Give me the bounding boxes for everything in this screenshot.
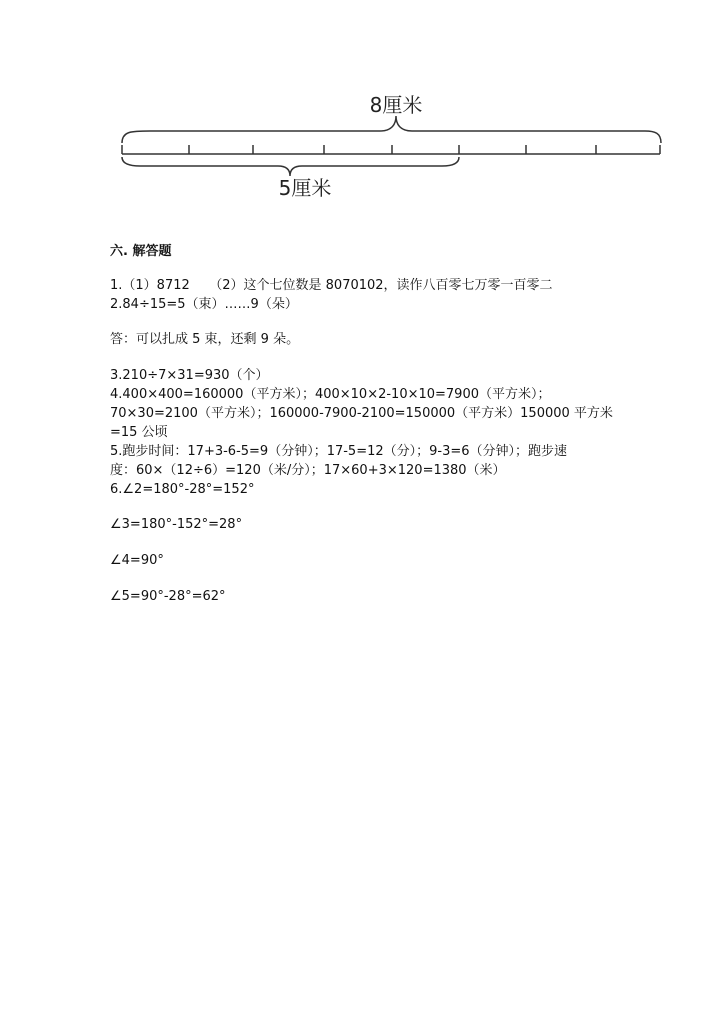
ruler bbox=[122, 145, 660, 154]
answer-4-line-2: 70×30=2100（平方米）；160000-7900-2100=150000（平方米）150000 平方米 bbox=[110, 406, 613, 421]
answer-6-line-1: 6.∠2=180°-28°=152° bbox=[110, 482, 255, 497]
answer-5-line-2: 度：60×（12÷6）=120（米/分）；17×60+3×120=1380（米） bbox=[110, 463, 506, 478]
top-brace-label: 8厘米 bbox=[369, 93, 423, 117]
answer-6-line-3: ∠4=90° bbox=[110, 553, 164, 568]
answer-4-line-3: =15 公顷 bbox=[110, 425, 168, 440]
section-title: 六. 解答题 bbox=[110, 244, 172, 259]
answer-3: 3.210÷7×31=930（个） bbox=[110, 368, 269, 383]
ruler-figure bbox=[0, 0, 720, 230]
answer-5-line-1: 5.跑步时间：17+3-6-5=9（分钟）；17-5=12（分）；9-3=6（分钟）；跑步速 bbox=[110, 444, 568, 459]
answer-1: 1.（1）8712 （2）这个七位数是 8070102，读作八百零七万零一百零二 bbox=[110, 278, 553, 293]
answer-2: 2.84÷15=5（束）……9（朵） bbox=[110, 297, 298, 312]
answer-2-conclusion: 答：可以扎成 5 束，还剩 9 朵。 bbox=[110, 332, 300, 347]
answer-6-line-4: ∠5=90°-28°=62° bbox=[110, 589, 226, 604]
bottom-brace-label: 5厘米 bbox=[278, 176, 332, 200]
answer-4-line-1: 4.400×400=160000（平方米）；400×10×2-10×10=7900（平方米）； bbox=[110, 387, 551, 402]
top-brace bbox=[122, 116, 661, 143]
bottom-brace bbox=[122, 157, 459, 176]
answer-6-line-2: ∠3=180°-152°=28° bbox=[110, 517, 243, 532]
